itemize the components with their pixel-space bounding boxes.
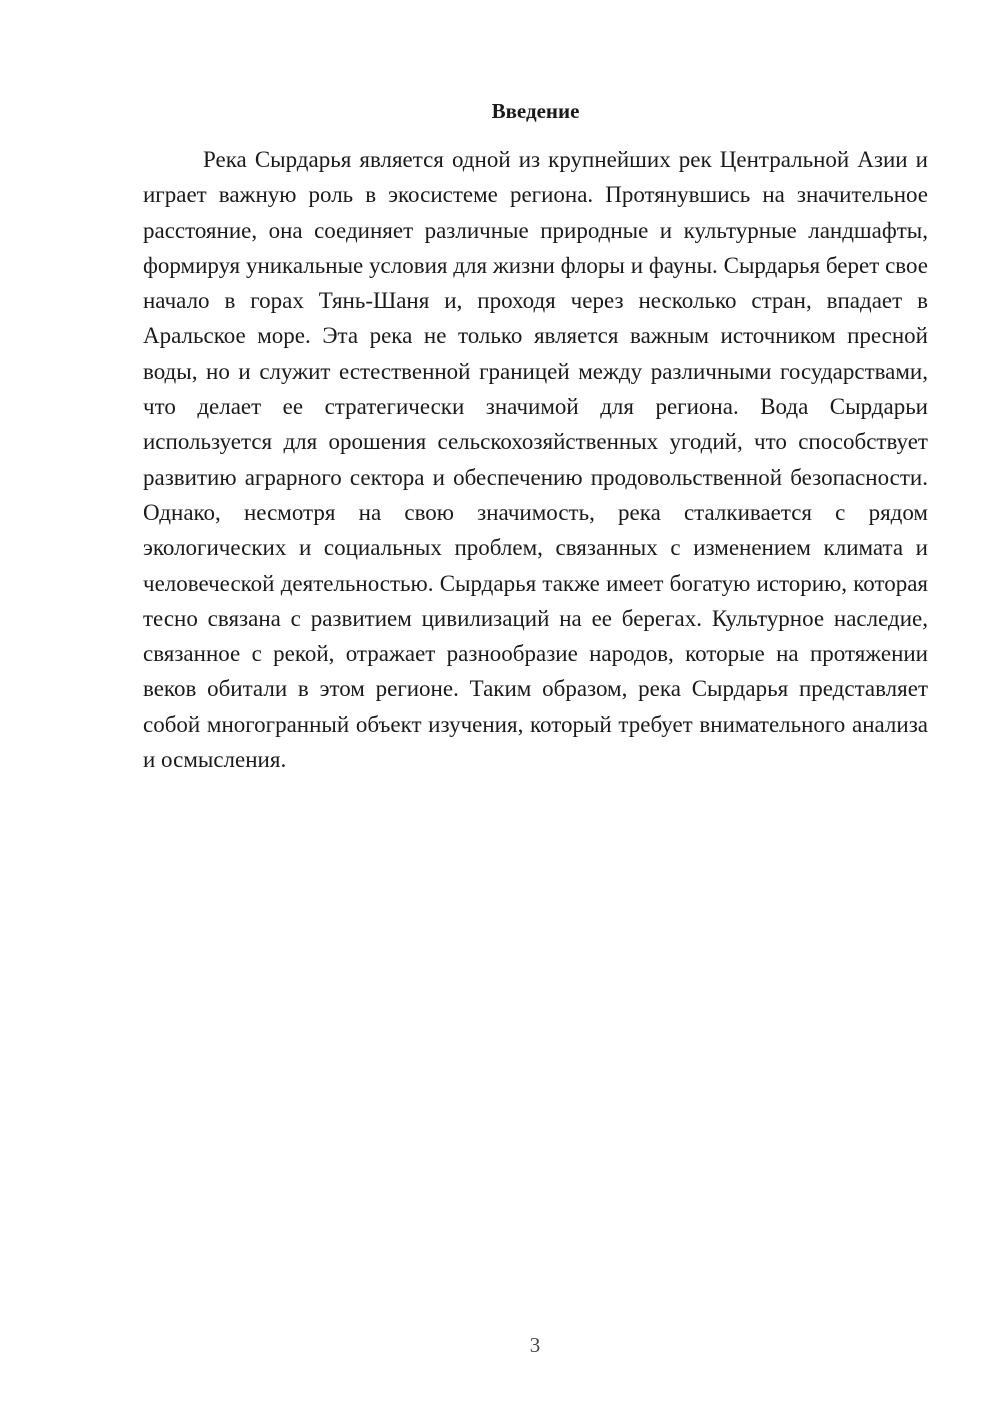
- page-number: 3: [529, 1333, 541, 1357]
- section-heading: Введение: [491, 99, 580, 123]
- body-paragraph: Река Сырдарья является одной из крупнейших рек Центральной Азии и играет важную роль в экосистеме региона. Протянувшись на значительное расстояние, она соединяет различные природные и культурные ландшафты, формируя уникальные условия для жизни флоры и фауны. Сырдарья берет свое начало в горах Тянь-Шаня и, проходя через несколько стран, впадает в Аральское море. Эта река не только является важным источником пресной воды, но и служит естественной границей между различными государствами, что делает ее стратегически значимой для региона. Вода Сырдарьи используется для орошения сельскохозяйственных угодий, что способствует развитию аграрного сектора и обеспечению продовольственной безопасности. Однако, несмотря на свою значимость, река сталкивается с рядом экологических и социальных проблем, связанных с изменением климата и человеческой деятельностью. Сырдарья также имеет богатую историю, которая тесно связана с развитием цивилизаций на ее берегах. Культурное наследие, связанное с рекой, отражает разнообразие народов, которые на протяжении веков обитали в этом регионе. Таким образом, река Сырдарья представляет собой многогранный объект изучения, который требует внимательного анализа и осмысления.: [143, 147, 928, 773]
